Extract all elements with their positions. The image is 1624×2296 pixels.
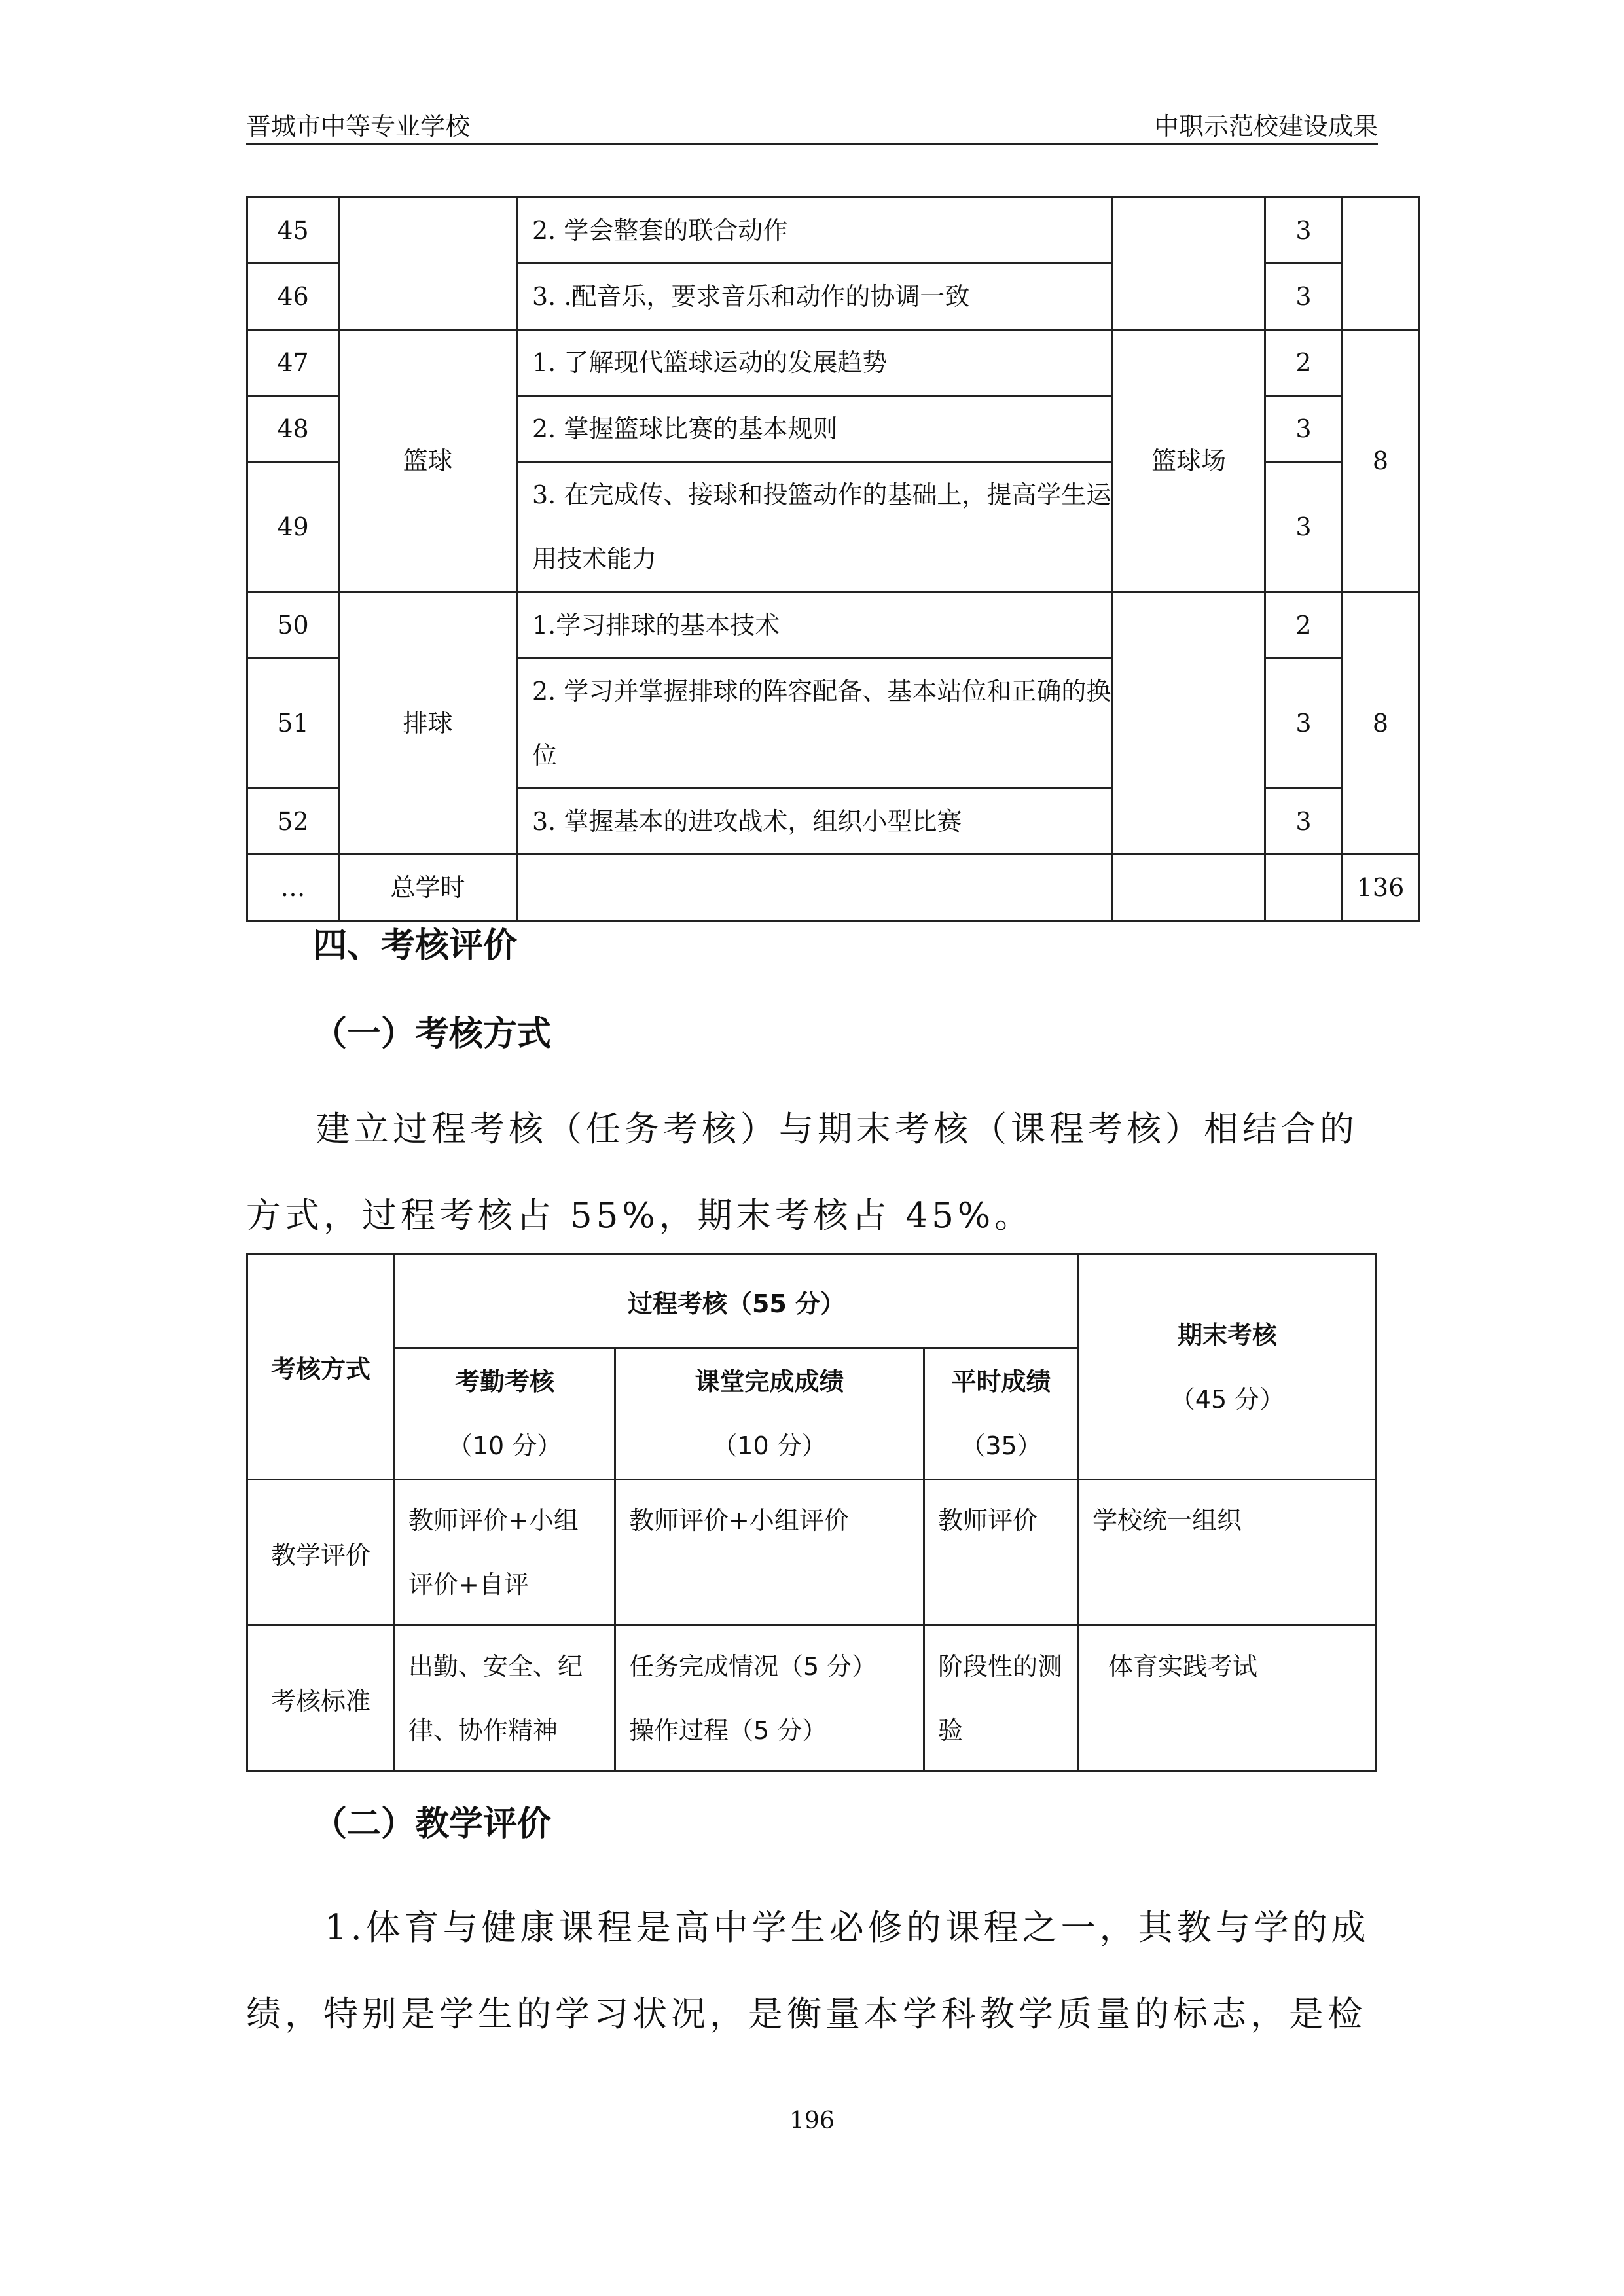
row-number: 49 xyxy=(247,462,339,592)
content-cell: 3. 掌握基本的进攻战术，组织小型比赛 xyxy=(517,789,1113,855)
row-number: 50 xyxy=(247,592,339,658)
section-heading: 四、考核评价 xyxy=(313,926,518,965)
header-document-title: 中职示范校建设成果 xyxy=(1153,112,1378,141)
table-row-total xyxy=(247,855,1419,921)
hours-cell: 2 xyxy=(1265,592,1343,658)
table-row xyxy=(247,592,1419,658)
total-cell-empty xyxy=(1343,198,1419,330)
content-cell: 1. 了解现代篮球运动的发展趋势 xyxy=(517,330,1113,396)
attendance-header xyxy=(395,1348,615,1480)
hours-cell: 3 xyxy=(1265,789,1343,855)
regular-grade-header xyxy=(924,1348,1079,1480)
content-cell: 3. .配音乐，要求音乐和动作的协调一致 xyxy=(517,264,1113,330)
total-hours-label: 总学时 xyxy=(339,855,517,921)
hours-cell: 3 xyxy=(1265,462,1343,592)
course-plan-table xyxy=(246,196,1420,922)
table-row xyxy=(247,1255,1377,1348)
evaluation-classwork: 教师评价+小组评价 xyxy=(615,1480,924,1626)
evaluation-final: 学校统一组织 xyxy=(1079,1480,1377,1626)
total-volleyball: 8 xyxy=(1343,592,1419,855)
attendance-score: （10 分） xyxy=(447,1431,562,1460)
content-cell: 2. 掌握篮球比赛的基本规则 xyxy=(517,396,1113,462)
content-cell: 2. 学会整套的联合动作 xyxy=(517,198,1113,264)
venue-cell-empty xyxy=(1113,855,1265,921)
process-assessment-header: 过程考核（55 分） xyxy=(395,1255,1079,1348)
table-row xyxy=(247,198,1419,264)
hours-cell: 3 xyxy=(1265,658,1343,789)
hours-cell: 2 xyxy=(1265,330,1343,396)
venue-cell-empty xyxy=(1113,592,1265,855)
row-number: 46 xyxy=(247,264,339,330)
method-header: 考核方式 xyxy=(247,1255,395,1480)
module-cell-empty xyxy=(339,198,517,330)
standard-attendance: 出勤、安全、纪律、协作精神 xyxy=(395,1626,615,1772)
hours-cell: 3 xyxy=(1265,198,1343,264)
row-number: 45 xyxy=(247,198,339,264)
content-cell: 1.学习排球的基本技术 xyxy=(517,592,1113,658)
assessment-table xyxy=(246,1253,1377,1772)
row-number: 47 xyxy=(247,330,339,396)
classwork-header xyxy=(615,1348,924,1480)
table-row xyxy=(247,330,1419,396)
hours-cell: 3 xyxy=(1265,396,1343,462)
table-row xyxy=(247,1480,1377,1626)
table-row xyxy=(247,1626,1377,1772)
regular-grade-score: （35） xyxy=(960,1431,1042,1460)
row-label-evaluation: 教学评价 xyxy=(247,1480,395,1626)
body-paragraph: 1.体育与健康课程是高中学生必修的课程之一，其教与学的成绩，特别是学生的学习状况，是衡量本学科教学质量的标志，是检 xyxy=(246,1908,1370,2034)
standard-classwork-line2: 操作过程（5 分） xyxy=(629,1716,827,1745)
standard-regular: 阶段性的测验 xyxy=(924,1626,1079,1772)
row-number: 51 xyxy=(247,658,339,789)
header-school-name: 晋城市中等专业学校 xyxy=(246,112,471,141)
content-cell: 3. 在完成传、接球和投篮动作的基础上，提高学生运用技术能力 xyxy=(517,462,1113,592)
subsection-heading: （一）考核方式 xyxy=(313,1014,552,1054)
evaluation-attendance: 教师评价+小组评价+自评 xyxy=(395,1480,615,1626)
standard-final: 体育实践考试 xyxy=(1079,1626,1377,1772)
content-cell-empty xyxy=(517,855,1113,921)
hours-cell: 3 xyxy=(1265,264,1343,330)
classwork-title: 课堂完成成绩 xyxy=(695,1367,844,1396)
regular-grade-title: 平时成绩 xyxy=(951,1367,1051,1396)
evaluation-regular: 教师评价 xyxy=(924,1480,1079,1626)
page-number: 196 xyxy=(789,2108,835,2134)
content-cell: 2. 学习并掌握排球的阵容配备、基本站位和正确的换位 xyxy=(517,658,1113,789)
row-number: 52 xyxy=(247,789,339,855)
module-volleyball: 排球 xyxy=(339,592,517,855)
attendance-title: 考勤考核 xyxy=(454,1367,554,1396)
hours-cell-empty xyxy=(1265,855,1343,921)
final-assessment-header xyxy=(1079,1255,1377,1480)
venue-cell-empty xyxy=(1113,198,1265,330)
final-header-score: （45 分） xyxy=(1170,1384,1285,1414)
standard-classwork-line1: 任务完成情况（5 分） xyxy=(629,1652,877,1681)
row-label-standard: 考核标准 xyxy=(247,1626,395,1772)
header-rule xyxy=(246,143,1378,145)
total-hours-value: 136 xyxy=(1343,855,1419,921)
row-number: … xyxy=(247,855,339,921)
final-header-title: 期末考核 xyxy=(1177,1320,1277,1350)
venue-basketball-court: 篮球场 xyxy=(1113,330,1265,592)
total-basketball: 8 xyxy=(1343,330,1419,592)
body-paragraph: 建立过程考核（任务考核）与期末考核（课程考核）相结合的方式，过程考核占 55%，期末考核占 45%。 xyxy=(246,1109,1358,1236)
subsection-heading: （二）教学评价 xyxy=(313,1804,552,1844)
module-basketball: 篮球 xyxy=(339,330,517,592)
classwork-score: （10 分） xyxy=(712,1431,827,1460)
standard-classwork xyxy=(615,1626,924,1772)
row-number: 48 xyxy=(247,396,339,462)
